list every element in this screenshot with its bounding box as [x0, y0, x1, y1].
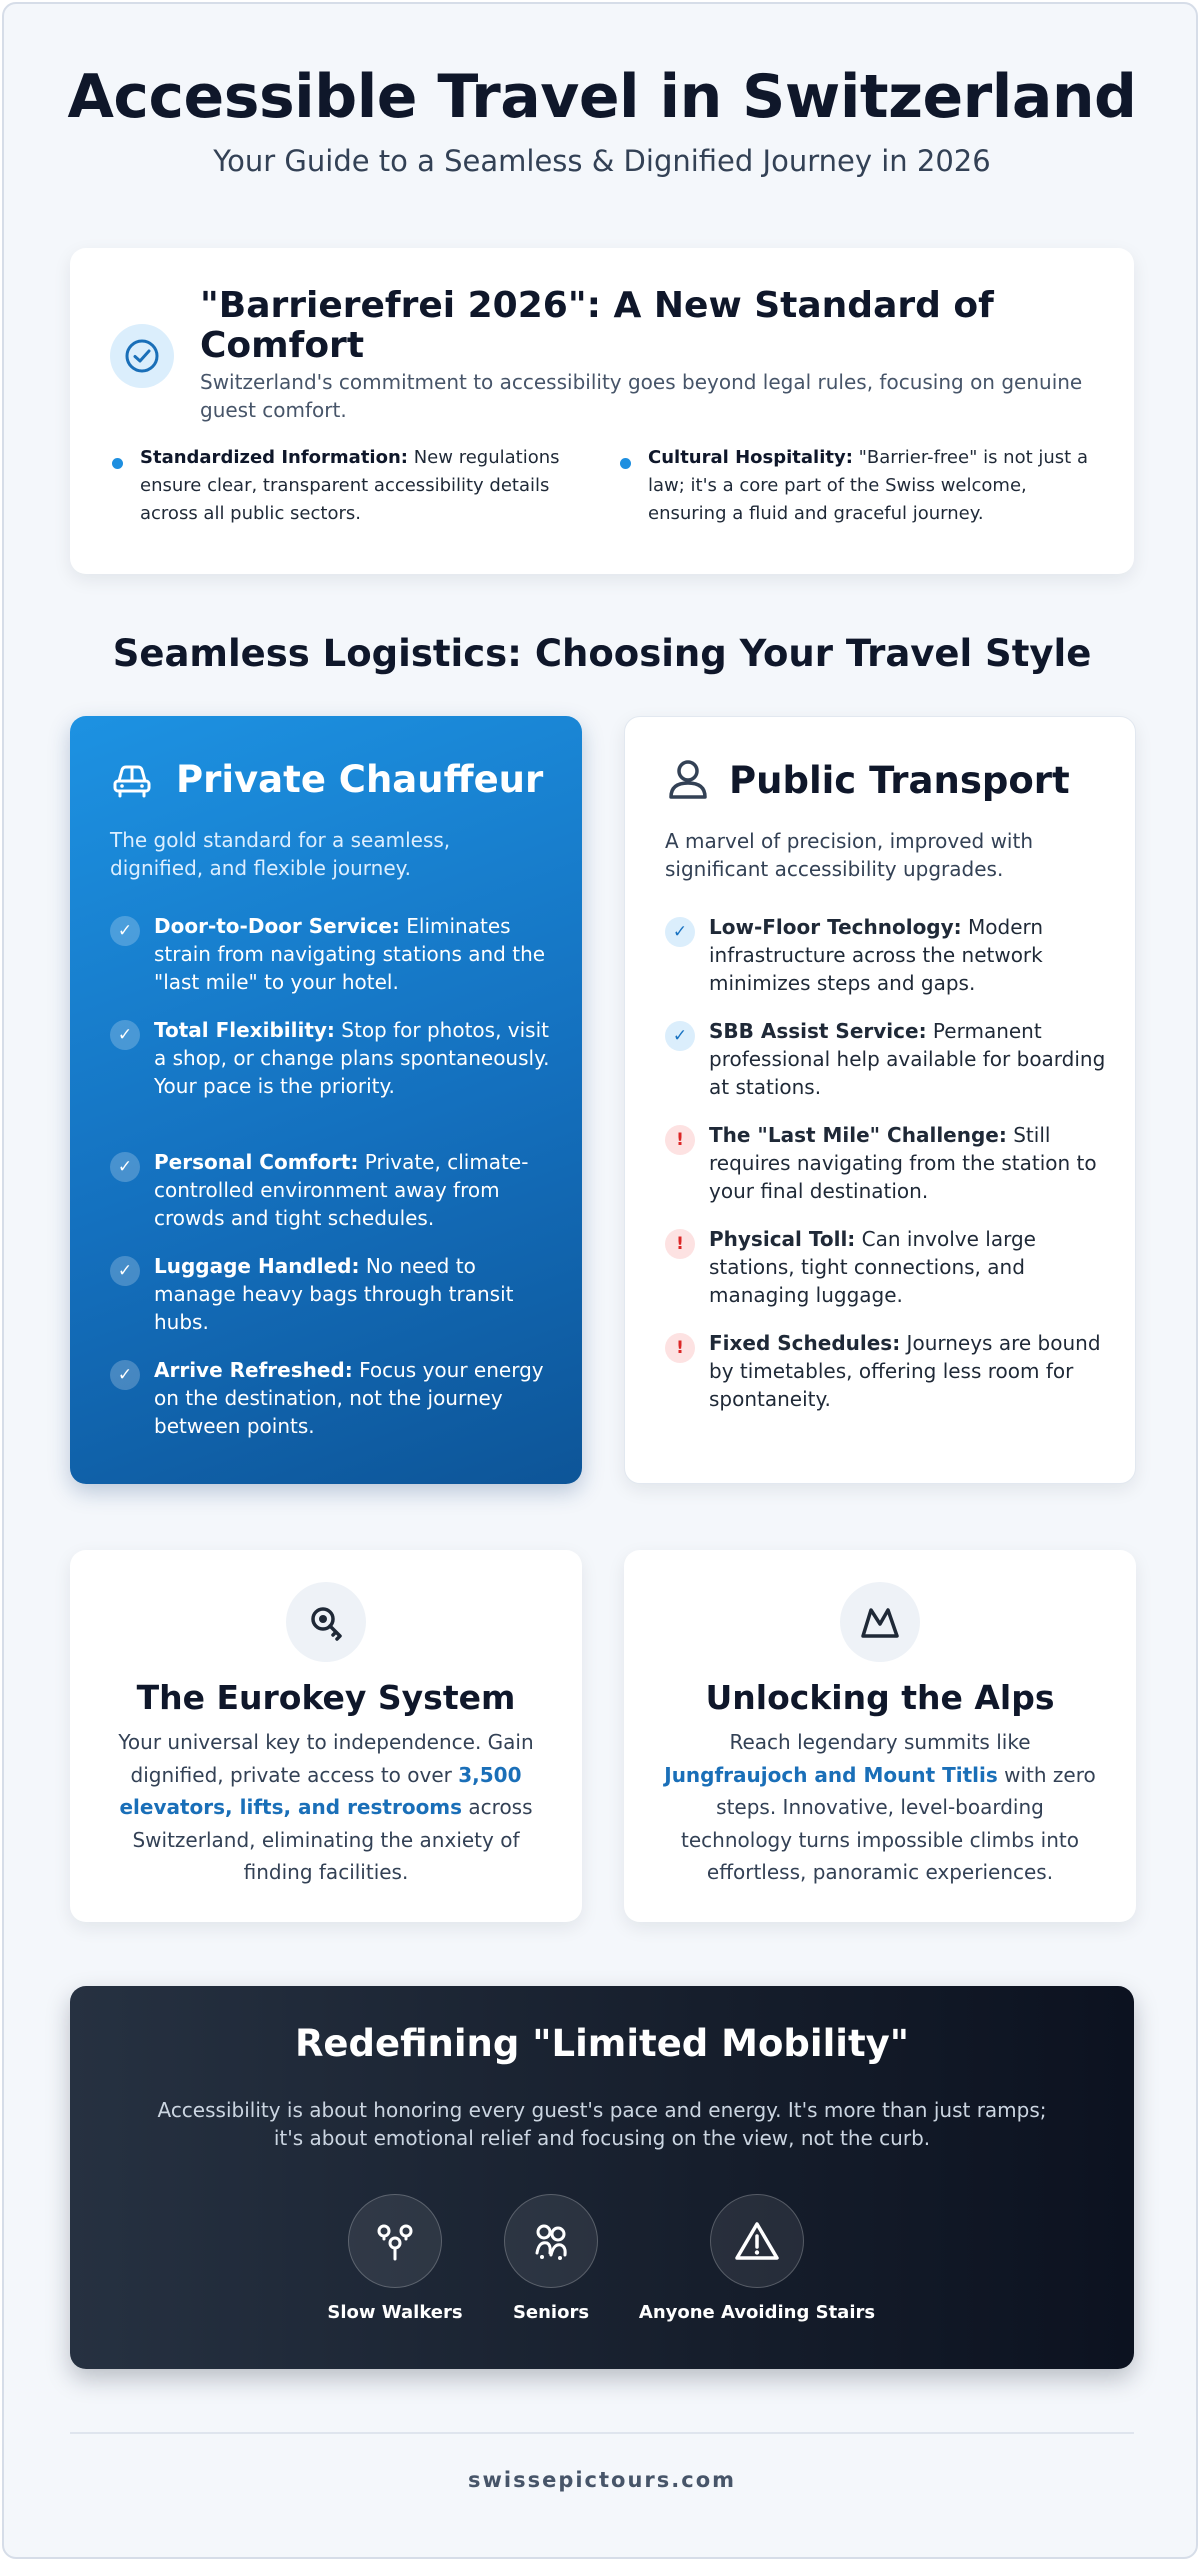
exclamation-icon: !	[665, 1229, 695, 1259]
check-icon: ✓	[110, 1152, 140, 1182]
chauffeur-feature: Arrive Refreshed: Focus your energy on the destination, not the journey between points.	[154, 1358, 544, 1438]
mountain-icon	[840, 1582, 920, 1662]
alps-title: Unlocking the Alps	[705, 1678, 1055, 1717]
transport-feature: SBB Assist Service: Permanent professional help available for boarding at stations.	[709, 1019, 1106, 1099]
chauffeur-intro: The gold standard for a seamless, dignified, and flexible journey.	[110, 828, 451, 880]
chauffeur-feature: Total Flexibility: Stop for photos, visit a shop, or change plans spontaneously. Your pace is the priority.	[154, 1018, 550, 1098]
barrierefrei-card	[70, 248, 1134, 574]
transport-title: Public Transport	[729, 759, 1070, 802]
public-transport-card	[624, 716, 1136, 1484]
logistics-section-title: Seamless Logistics: Choosing Your Travel Style	[112, 632, 1092, 675]
group-label: Anyone Avoiding Stairs	[638, 2302, 876, 2323]
seniors-icon	[504, 2194, 598, 2288]
limited-mobility-section	[70, 1986, 1134, 2369]
mobility-title: Redefining "Limited Mobility"	[294, 2022, 910, 2065]
intro-title: "Barrierefrei 2026": A New Standard of Comfort	[200, 285, 994, 366]
intro-point-standardized: Standardized Information: New regulations ensure clear, transparent accessibility details across all public sectors.	[140, 447, 560, 524]
key-icon	[286, 1582, 366, 1662]
footer-site: swissepictours.com	[467, 2468, 737, 2492]
walker-icon	[348, 2194, 442, 2288]
check-icon: ✓	[110, 1020, 140, 1050]
group-label: Slow Walkers	[327, 2302, 463, 2323]
eurokey-text: Your universal key to independence. Gain dignified, private access to over 3,500 elevators, lifts, and restrooms across Switzerland, eliminating the anxiety of finding facilities.	[118, 1730, 534, 1884]
check-icon: ✓	[110, 1360, 140, 1390]
chauffeur-feature: Luggage Handled: No need to manage heavy bags through transit hubs.	[154, 1254, 514, 1334]
alps-card	[624, 1550, 1136, 1922]
check-icon: ✓	[665, 917, 695, 947]
alps-text: Reach legendary summits like Jungfraujoch and Mount Titlis with zero steps. Innovative, level-boarding technology turns impossible climbs into effortless, panoramic experiences.	[664, 1730, 1096, 1884]
check-icon: ✓	[110, 1256, 140, 1286]
check-icon: ✓	[110, 916, 140, 946]
exclamation-icon: !	[665, 1333, 695, 1363]
infographic-page	[2, 2, 1198, 2559]
chauffeur-feature: Door-to-Door Service: Eliminates strain from navigating stations and the "last mile" to your hotel.	[154, 914, 546, 994]
footer-divider	[70, 2432, 1134, 2434]
car-icon	[110, 760, 154, 804]
check-circle-icon	[110, 324, 174, 388]
exclamation-icon: !	[665, 1125, 695, 1155]
check-icon: ✓	[665, 1021, 695, 1051]
transport-intro: A marvel of precision, improved with significant accessibility upgrades.	[665, 829, 1034, 881]
intro-description: Switzerland's commitment to accessibility goes beyond legal rules, focusing on genuine guest comfort.	[200, 370, 1083, 422]
intro-point-cultural: Cultural Hospitality: "Barrier-free" is not just a law; it's a core part of the Swiss welcome, ensuring a fluid and graceful journey.	[648, 447, 1088, 524]
transport-feature: Low-Floor Technology: Modern infrastructure across the network minimizes steps and gaps.	[709, 915, 1044, 995]
eurokey-title: The Eurokey System	[136, 1678, 516, 1717]
chauffeur-title: Private Chauffeur	[176, 758, 544, 801]
group-label: Seniors	[512, 2302, 590, 2323]
page-title: Accessible Travel in Switzerland	[67, 62, 1137, 132]
transport-feature: Fixed Schedules: Journeys are bound by timetables, offering less room for spontaneity.	[709, 1331, 1101, 1411]
chauffeur-feature: Personal Comfort: Private, climate-controlled environment away from crowds and tight schedules.	[154, 1150, 529, 1230]
warning-icon	[710, 2194, 804, 2288]
mobility-text: Accessibility is about honoring every guest's pace and energy. It's more than just ramps; it's about emotional relief and focusing on the view, not the curb.	[157, 2098, 1047, 2150]
transport-feature: The "Last Mile" Challenge: Still requires navigating from the station to your final destination.	[709, 1123, 1097, 1203]
eurokey-card	[70, 1550, 582, 1922]
bullet-dot	[112, 458, 123, 469]
private-chauffeur-card	[70, 716, 582, 1484]
page-subtitle: Your Guide to a Seamless & Dignified Journey in 2026	[213, 144, 991, 178]
transport-feature: Physical Toll: Can involve large stations, tight connections, and managing luggage.	[709, 1227, 1036, 1307]
person-icon	[665, 757, 711, 807]
bullet-dot	[620, 458, 631, 469]
